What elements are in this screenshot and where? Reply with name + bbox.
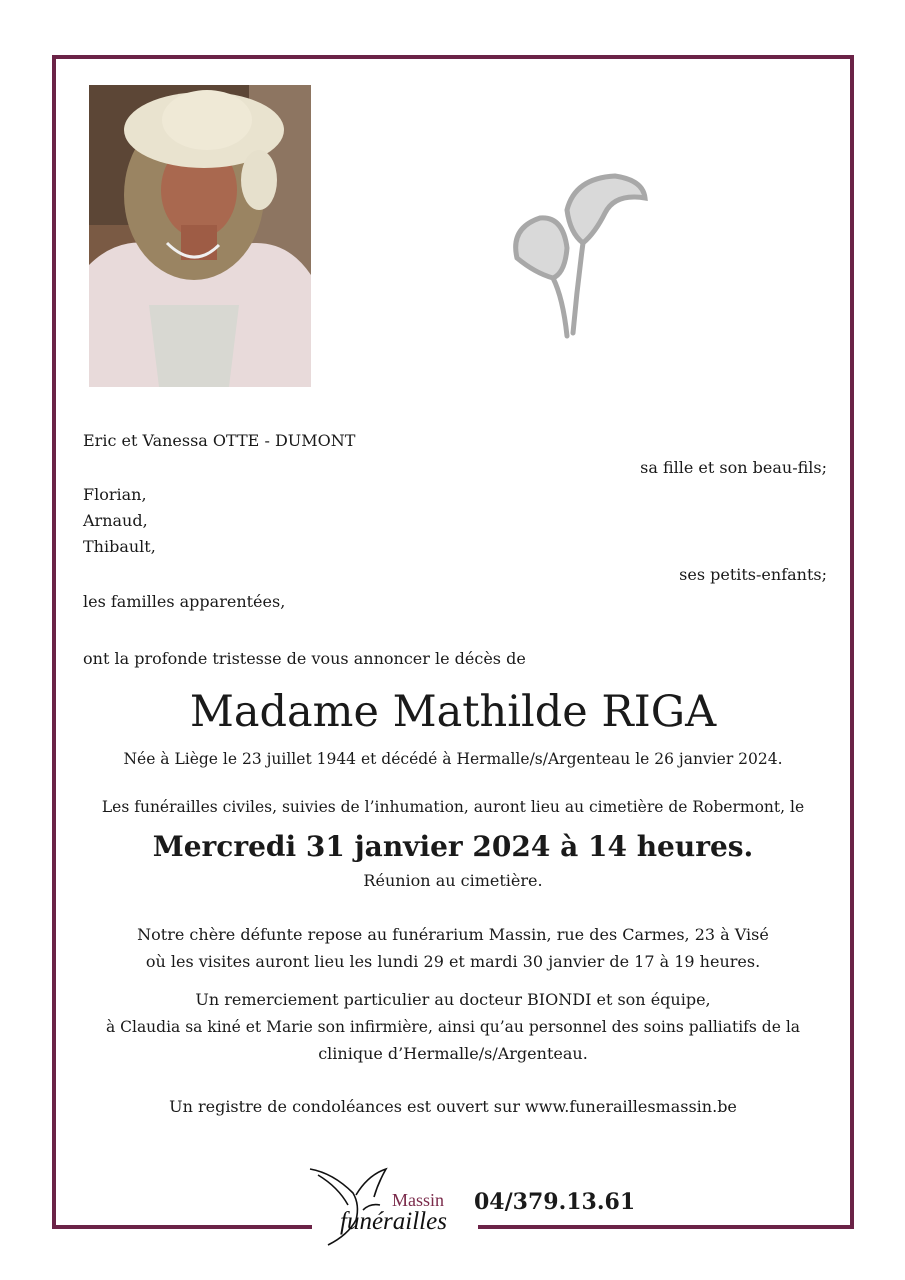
children-names: Eric et Vanessa OTTE - DUMONT — [83, 431, 356, 450]
logo-massin: Massin — [392, 1190, 445, 1210]
grandchild-name: Florian, — [83, 485, 147, 504]
dove-icon — [308, 1165, 473, 1249]
condolences-line: Un registre de condoléances est ouvert sur www.funeraillesmassin.be — [169, 1097, 737, 1116]
visitation-line: Notre chère défunte repose au funérarium Massin, rue des Carmes, 23 à Visé — [137, 925, 769, 944]
logo-funerailles: funérailles — [340, 1208, 447, 1235]
announcement: ont la profonde tristesse de vous annoncer le décès de — [83, 649, 526, 668]
grandchild-name: Thibault, — [83, 537, 156, 556]
visitation-line: où les visites auront lieu les lundi 29 et mardi 30 janvier de 17 à 19 heures. — [145, 952, 761, 971]
birth-death-line: Née à Liège le 23 juillet 1944 et décédé à Hermalle/s/Argenteau le 26 janvier 2024. — [123, 750, 783, 768]
children-relation: sa fille et son beau-fils; — [640, 458, 827, 477]
grandchild-name: Arnaud, — [83, 511, 148, 530]
funeral-date: Mercredi 31 janvier 2024 à 14 heures. — [152, 830, 754, 863]
phone-number: 04/379.13.61 — [474, 1189, 636, 1215]
thanks-line: Un remerciement particulier au docteur BIONDI et son équipe, — [195, 990, 711, 1009]
portrait-photo — [89, 85, 311, 387]
relatives: les familles apparentées, — [83, 592, 286, 611]
grandchildren-relation: ses petits-enfants; — [679, 565, 827, 584]
funeral-meeting: Réunion au cimetière. — [363, 871, 543, 890]
deceased-name: Madame Mathilde RIGA — [189, 687, 717, 737]
thanks-line: à Claudia sa kiné et Marie son infirmière, ainsi qu’au personnel des soins palliatifs de la — [105, 1018, 801, 1036]
calla-lily-icon — [505, 168, 655, 343]
funeral-intro: Les funérailles civiles, suivies de l’inhumation, auront lieu au cimetière de Robermont, le — [101, 798, 805, 816]
thanks-line: clinique d’Hermalle/s/Argenteau. — [318, 1044, 588, 1063]
